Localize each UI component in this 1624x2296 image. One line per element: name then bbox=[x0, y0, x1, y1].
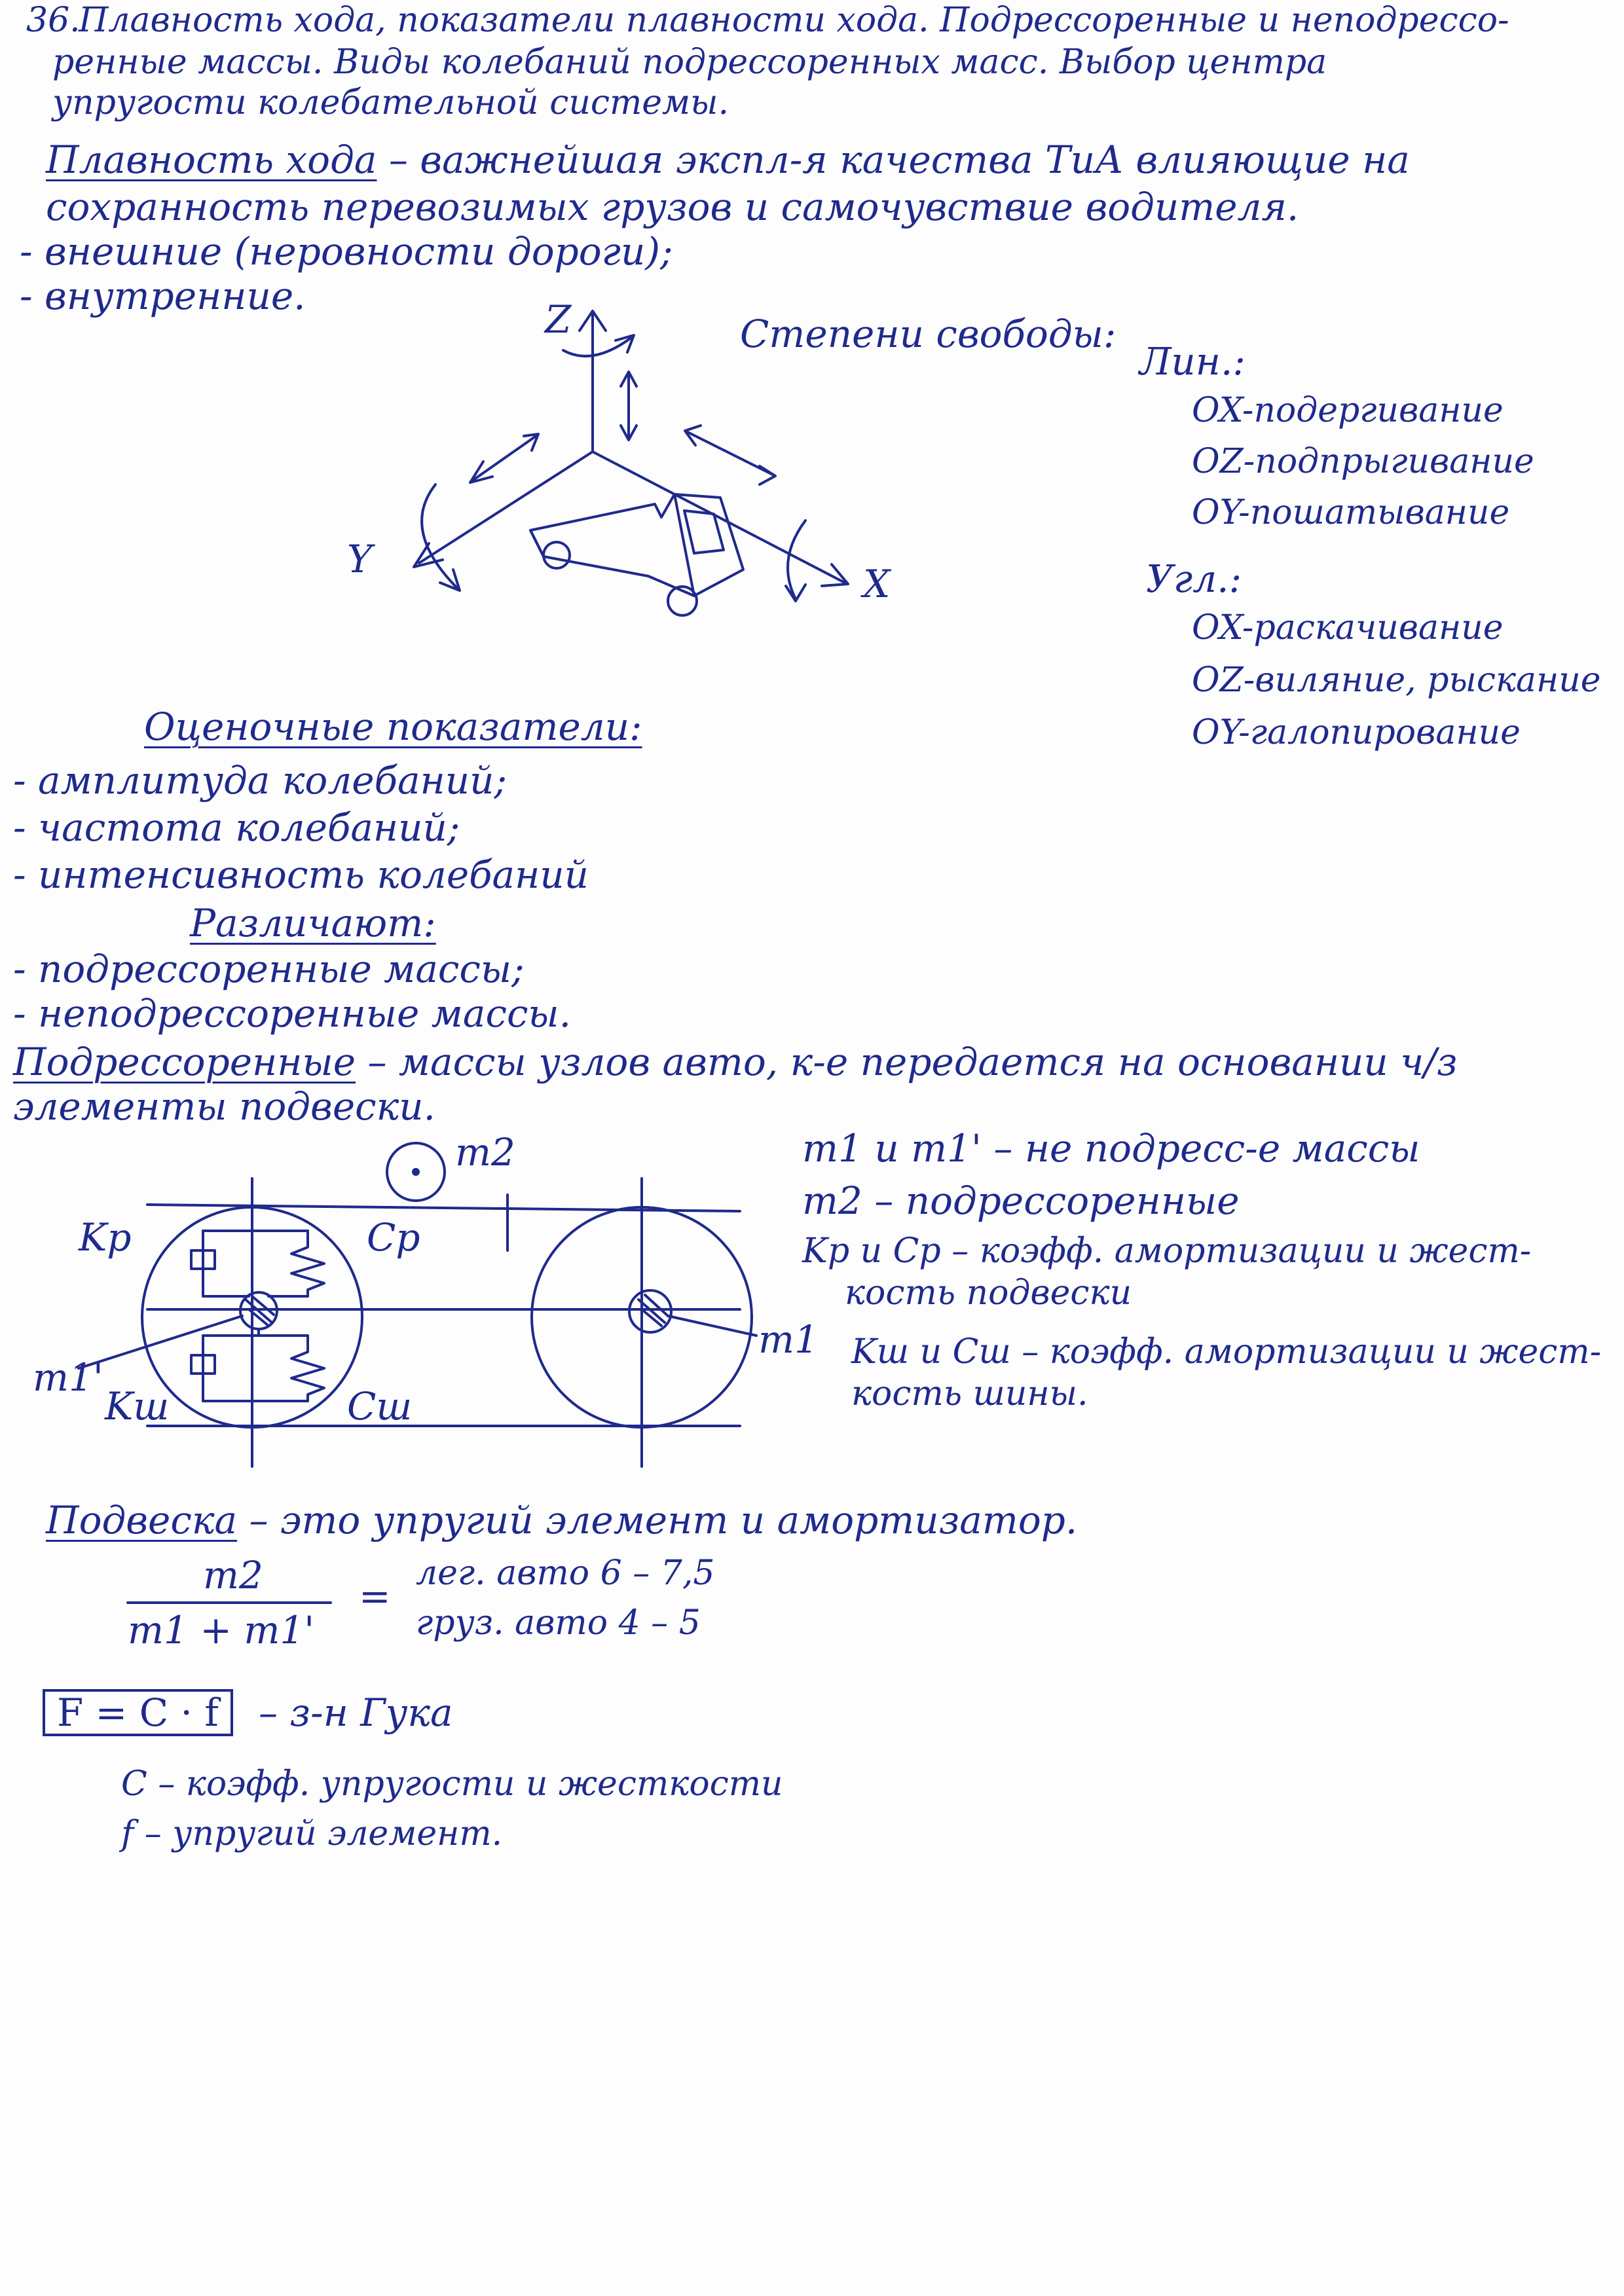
legend-line-1: m1 и m1' – не подресс-е массы bbox=[802, 1126, 1420, 1171]
top-line bbox=[147, 1205, 740, 1211]
suspension-def: Подвеска – это упругий элемент и амортизатор. bbox=[46, 1498, 1078, 1542]
indicators-title: Оценочные показатели: bbox=[144, 704, 642, 749]
mass-m2 bbox=[387, 1143, 445, 1201]
angular-ox: OX-раскачивание bbox=[1192, 608, 1504, 647]
spring-cp bbox=[268, 1231, 324, 1296]
angular-oy: OY-галопирование bbox=[1192, 713, 1521, 752]
mass-m1-prime bbox=[240, 1292, 277, 1329]
damper-kp bbox=[203, 1231, 249, 1296]
definition-term: Плавность хода bbox=[46, 137, 377, 182]
y-axis-line bbox=[419, 452, 593, 563]
y-rotation-arrow bbox=[422, 484, 458, 589]
linear-oy: OY-пошатывание bbox=[1192, 493, 1510, 532]
x-axis-arrow bbox=[822, 564, 848, 586]
angular-oz: OZ-виляние, рыскание bbox=[1192, 661, 1601, 700]
freedom-title: Степени свободы: bbox=[740, 312, 1116, 356]
label-cp: Cp bbox=[367, 1215, 420, 1260]
indicator-frequency: - частота колебаний; bbox=[13, 805, 460, 850]
definition-line-2: сохранность перевозимых грузов и самочувствие водителя. bbox=[46, 185, 1299, 229]
ratio-car: лег. авто 6 – 7,5 bbox=[416, 1554, 715, 1593]
hooke-f-def: f – упругий элемент. bbox=[121, 1814, 503, 1853]
z-rotation-arrow bbox=[563, 337, 632, 356]
x-translation-arrow bbox=[688, 432, 773, 475]
indicator-amplitude: - амплитуда колебаний; bbox=[13, 758, 507, 803]
truck-icon bbox=[530, 494, 743, 615]
y-translation-arrow bbox=[471, 435, 537, 481]
legend-line-6: кость шины. bbox=[851, 1374, 1088, 1413]
legend-line-2: m2 – подрессоренные bbox=[802, 1178, 1240, 1223]
distinguish-unsprung: - неподрессоренные массы. bbox=[13, 991, 572, 1036]
mass-m1 bbox=[629, 1290, 671, 1332]
linear-oz: OZ-подпрыгивание bbox=[1192, 442, 1534, 481]
label-csh: Cш bbox=[347, 1384, 413, 1429]
heading-line-2: ренные массы. Виды колебаний подрессоренных масс. Выбор центра bbox=[52, 43, 1327, 82]
definition-line-1: Плавность хода – важнейшая экспл-я качества ТиА влияющие на bbox=[46, 137, 1410, 182]
linear-title: Лин.: bbox=[1139, 339, 1246, 384]
hooke-law: – з-н Гука bbox=[259, 1690, 453, 1735]
definition-bullet-2: - внутренние. bbox=[20, 274, 306, 318]
heading-line-3: упругости колебательной системы. bbox=[52, 83, 729, 122]
heading-line-1: Плавность хода, показатели плавности хода. Подрессоренные и неподрессо- bbox=[79, 1, 1509, 40]
right-wheel bbox=[532, 1207, 752, 1427]
legend-line-4: кость подвески bbox=[845, 1273, 1132, 1313]
x-axis-line bbox=[593, 452, 845, 583]
label-kp: Kp bbox=[79, 1215, 132, 1260]
z-axis-arrow bbox=[580, 311, 606, 331]
axis-z-label: Z bbox=[545, 297, 572, 342]
ratio-denominator: m1 + m1' bbox=[128, 1608, 315, 1652]
sprung-def-line-2: элементы подвески. bbox=[13, 1084, 436, 1129]
linear-ox: OX-подергивание bbox=[1192, 391, 1504, 430]
question-number: 36. bbox=[26, 1, 81, 40]
axis-y-label: Y bbox=[347, 537, 373, 581]
ratio-numerator: m2 bbox=[203, 1553, 263, 1597]
damper-ksh bbox=[203, 1329, 308, 1401]
label-m1-prime: m1' bbox=[33, 1355, 103, 1400]
x-rotation-arrow bbox=[788, 520, 805, 599]
legend-line-5: Kш и Cш – коэфф. амортизации и жест- bbox=[851, 1332, 1602, 1372]
indicator-intensity: - интенсивность колебаний bbox=[13, 852, 589, 897]
axes-figure bbox=[414, 311, 848, 615]
spring-csh bbox=[259, 1336, 324, 1401]
distinguish-title: Различают: bbox=[190, 901, 436, 945]
label-m2: m2 bbox=[455, 1130, 515, 1175]
suspension-diagram bbox=[79, 1143, 756, 1467]
y-axis-arrow bbox=[414, 543, 443, 567]
axis-x-label: X bbox=[863, 562, 891, 606]
angular-title: Угл.: bbox=[1146, 556, 1242, 601]
hooke-formula-box: F = C · f bbox=[43, 1689, 233, 1736]
ratio-equals: = bbox=[359, 1574, 391, 1618]
label-m1: m1 bbox=[758, 1317, 819, 1362]
definition-bullet-1: - внешние (неровности дороги); bbox=[20, 229, 673, 274]
sprung-def-line-1: Подрессоренные – массы узлов авто, к-е передается на основании ч/з bbox=[13, 1040, 1458, 1084]
hooke-c-def: C – коэфф. упругости и жесткости bbox=[121, 1764, 783, 1804]
left-wheel bbox=[142, 1207, 362, 1427]
ratio-truck: груз. авто 4 – 5 bbox=[416, 1603, 701, 1643]
distinguish-sprung: - подрессоренные массы; bbox=[13, 947, 525, 991]
label-ksh: Kш bbox=[105, 1384, 170, 1429]
m1-pointer bbox=[668, 1316, 756, 1336]
legend-line-3: Kp и Cp – коэфф. амортизации и жест- bbox=[802, 1231, 1532, 1271]
